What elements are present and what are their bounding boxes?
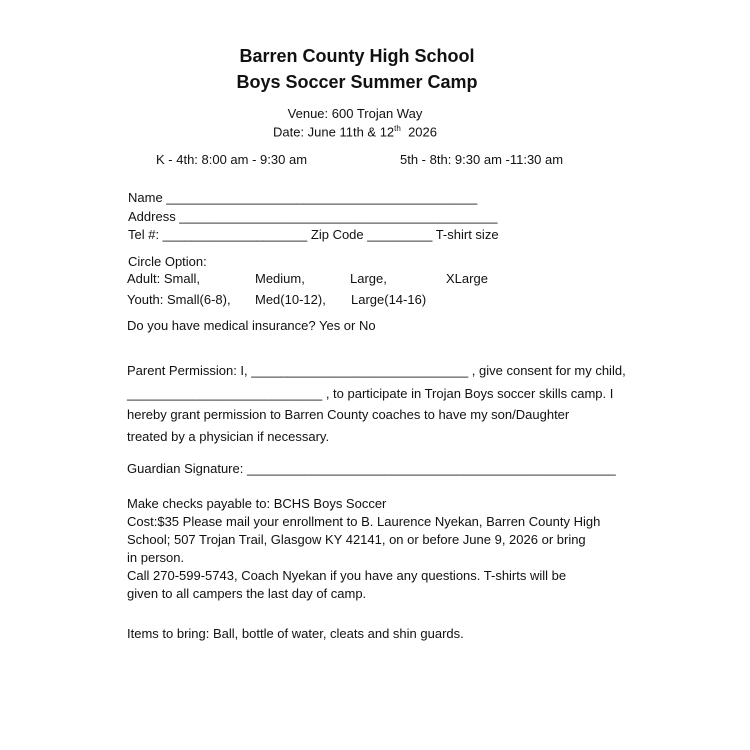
address-field[interactable]: Address ____________________________________________ [128,209,498,224]
page-title-line1: Barren County High School [239,46,475,66]
adult-small-option[interactable]: Adult: Small, [127,271,200,286]
insurance-question: Do you have medical insurance? Yes or No [127,318,376,333]
youth-medium-option[interactable]: Med(10-12), [255,292,326,307]
venue-text: Venue: 600 Trojan Way [287,106,423,121]
permission-line2[interactable]: ___________________________ , to participate in Trojan Boys soccer skills camp. I [127,386,614,401]
date-year: 2026 [400,124,437,140]
session-5-8: 5th - 8th: 9:30 am -11:30 am [400,152,564,167]
payment-line2: Cost:$35 Please mail your enrollment to B. Laurence Nyekan, Barren County High [127,514,601,529]
youth-large-option[interactable]: Large(14-16) [351,292,427,307]
guardian-signature-field[interactable]: Guardian Signature: ___________________________________________________ [127,461,616,476]
items-to-bring: Items to bring: Ball, bottle of water, cleats and shin guards. [127,626,464,641]
payment-line1: Make checks payable to: BCHS Boys Soccer [127,496,387,511]
adult-medium-option[interactable]: Medium, [255,271,305,286]
date-prefix: Date: June 11th & 12 [272,124,395,140]
payment-line4: in person. [127,550,185,565]
name-field[interactable]: Name ___________________________________________ [128,190,478,205]
permission-line3: hereby grant permission to Barren County coaches to have my son/Daughter [127,407,570,422]
circle-option-label: Circle Option: [128,254,207,269]
payment-line3: School; 507 Trojan Trail, Glasgow KY 42141, on or before June 9, 2026 or bring [127,532,586,547]
youth-small-option[interactable]: Youth: Small(6-8), [127,292,231,307]
adult-xlarge-option[interactable]: XLarge [446,271,488,286]
page-title-line2: Boys Soccer Summer Camp [236,72,478,92]
payment-line6: given to all campers the last day of camp. [127,586,367,601]
date-text [0,124,730,139]
permission-line4: treated by a physician if necessary. [127,429,330,444]
adult-large-option[interactable]: Large, [350,271,387,286]
date-superscript: th [394,124,401,133]
permission-line1[interactable]: Parent Permission: I, ______________________________ , give consent for my child, [127,363,626,378]
tel-zip-tshirt-field[interactable]: Tel #: ____________________ Zip Code _________ T-shirt size [128,227,499,242]
session-k4: K - 4th: 8:00 am - 9:30 am [156,152,308,167]
payment-line5: Call 270-599-5743, Coach Nyekan if you have any questions. T-shirts will be [127,568,567,583]
